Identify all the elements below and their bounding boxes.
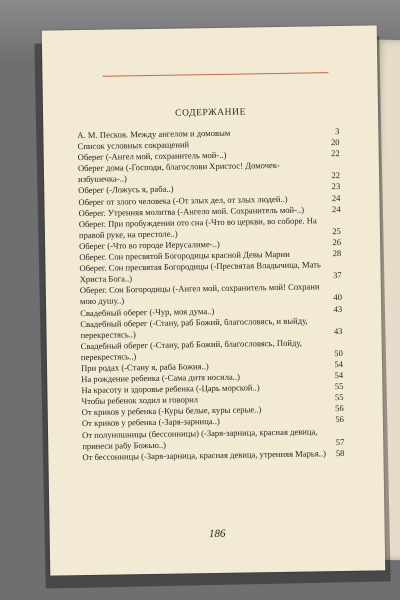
- toc-entry-text: От криков у ребенка (-Куры белые, куры серые..): [81, 404, 262, 418]
- toc-entry-text: На красоту и здоровье ребенка (-Царь морской..): [81, 382, 260, 396]
- toc-entry-text: Свадебный оберег (-Чур, моя дума..): [80, 305, 215, 318]
- toc-entry-page: 28: [332, 248, 342, 259]
- table-of-contents: [77, 126, 344, 463]
- toc-entry-page: 58: [335, 447, 345, 458]
- toc-entry-page: 22: [331, 148, 340, 159]
- toc-entry-text: От полуношницы (бессонницы) (-Заря-зарница, красная девица, принеси рабу Божью..): [82, 425, 318, 451]
- toc-entry-page: 54: [334, 370, 344, 381]
- toc-entry-page: 23: [331, 181, 341, 192]
- toc-entry-text: Оберег. Сон пресвятой Богородицы красной Девы Марии: [79, 248, 290, 263]
- toc-entry-page: 54: [334, 358, 344, 370]
- header-rule: [102, 72, 328, 77]
- toc-entry-page: 22: [331, 170, 341, 181]
- toc-entry-text: На рождение ребенка (-Сама дитя носила..): [81, 371, 241, 385]
- toc-entry-text: Свадебный оберег (-Стану, раб Божий, благословясь, Пойду, перекрестясь..): [80, 337, 302, 362]
- toc-entry-text: А. М. Песков. Между ангелом и домовым: [77, 127, 231, 141]
- toc-entry-text: Оберег. Утренняя молитва (-Ангело мой. Сохранитель мой-..): [78, 204, 305, 218]
- toc-entry-page: 56: [335, 414, 344, 425]
- toc-entry-text: Оберег от злого человека (-От злых дел, от злых людей..): [78, 193, 288, 207]
- toc-entry-page: 40: [333, 292, 343, 303]
- toc-entry-page: 37: [332, 270, 342, 281]
- toc-entry-text: От криков у ребенка (-Заря-зарница..): [81, 416, 220, 429]
- toc-entry-page: 24: [331, 192, 341, 203]
- toc-entry-page: 43: [333, 325, 343, 336]
- toc-entry-page: 43: [333, 303, 343, 314]
- toc-entry-text: Оберег (-Ложусь я, раба..): [78, 184, 174, 196]
- book-page: [42, 25, 386, 575]
- toc-entry-page: 55: [334, 381, 344, 392]
- toc-entry-text: Оберег. При пробуждении ото сна (-Что во церкви, во соборе. На правой руке, на престоле..): [78, 215, 317, 240]
- toc-entry-text: Чтобы ребенок ходил и говорил: [81, 394, 199, 407]
- toc-entry-page: 56: [335, 403, 344, 414]
- toc-entry-text: Оберег (-Что во городе Иерусалиме-..): [79, 238, 220, 252]
- toc-entry-text: Свадебный оберег (-Стану, раб Божий, благословясь, и выйду, перекрестясь..): [80, 315, 308, 340]
- toc-entry-page: 3: [334, 126, 340, 137]
- toc-entry-page: 25: [332, 225, 341, 236]
- toc-entry-text: От бессонницы (-Заря-зарница, красная девица, утренняя Марья..): [82, 447, 326, 462]
- toc-entry-text: Оберег дома (-Господи, благослови Христос! Домочек-избушечка-..): [77, 160, 280, 185]
- toc-entry-text: Оберег (-Ангел мой, сохранитель мой-..): [77, 149, 227, 163]
- toc-entry-page: 26: [332, 236, 342, 248]
- toc-entry-page: 20: [330, 137, 340, 148]
- toc-entry-text: Оберег. Сон пресвятая Богородицы (-Пресвятая Владычица, Мать Христа Бога..): [79, 259, 321, 285]
- page-title: СОДЕРЖАНИЕ: [175, 107, 247, 119]
- toc-entry-page: 57: [335, 436, 345, 447]
- toc-entry-text: Список условных сокращений: [77, 139, 190, 152]
- toc-entry-text: При родах (-Стану я, раба Божия..): [80, 361, 209, 374]
- toc-entry-page: 24: [331, 203, 341, 214]
- page-number: 186: [208, 527, 226, 541]
- toc-entry-text: Оберег. Сон Богородицы (-Ангел мой, сохранитель мой! Сохрани мою душу..): [79, 281, 320, 307]
- toc-entry-page: 55: [334, 392, 344, 403]
- toc-entry-page: 50: [334, 347, 343, 358]
